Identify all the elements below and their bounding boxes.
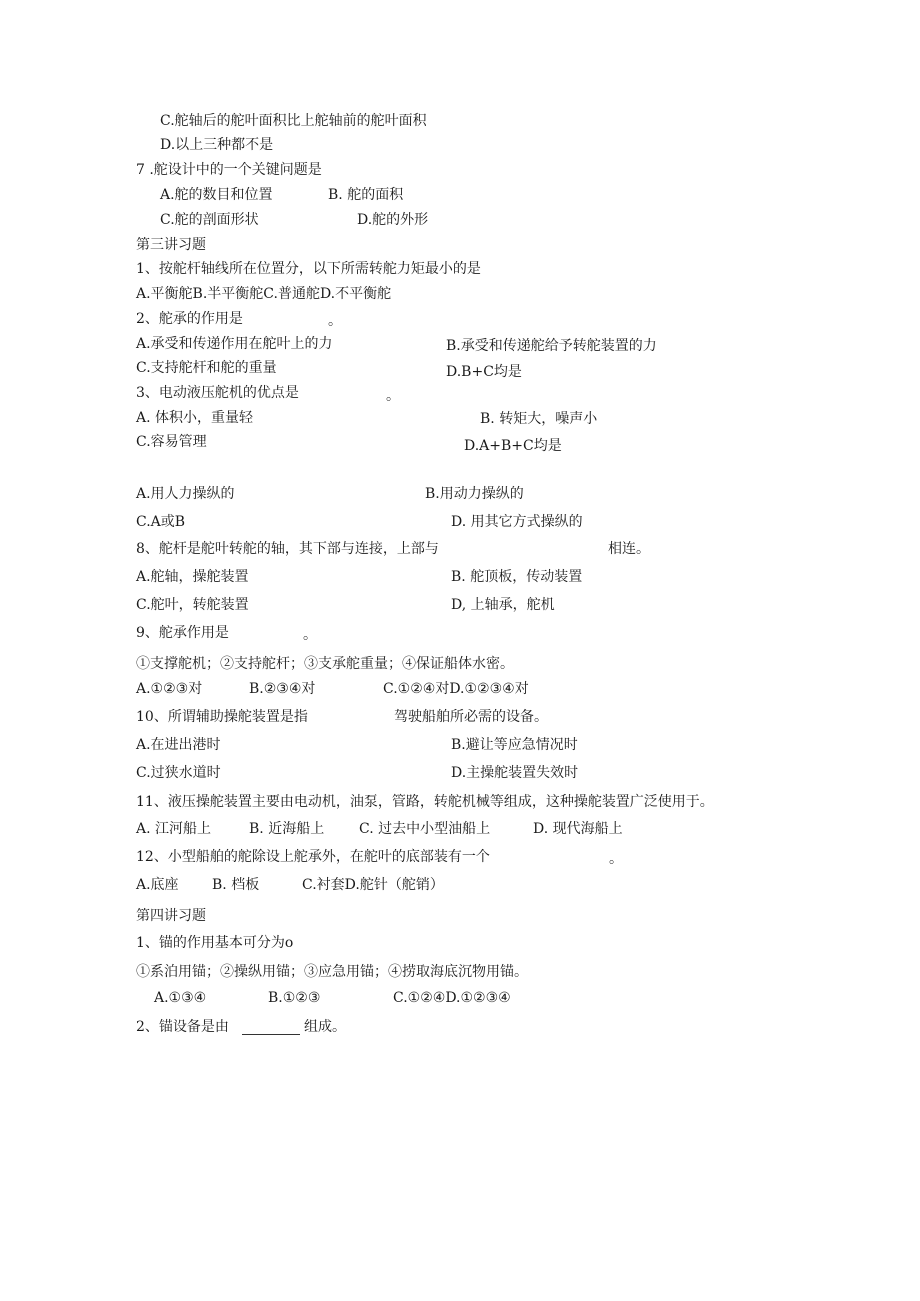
q9-option-b: B.②③④对 xyxy=(249,681,316,697)
s4-q1-option-b: B.①②③ xyxy=(268,990,321,1006)
q9-option-a: A.①②③对 xyxy=(136,681,203,697)
q9-stem: 9、舵承作用是 xyxy=(136,625,229,641)
s3-q2-option-a: A.承受和传递作用在舵叶上的力 xyxy=(136,336,333,352)
q11-option-a: A. 江河船上 xyxy=(136,821,212,837)
q8-option-d: D, 上轴承，舵机 xyxy=(451,597,555,613)
q-x-option-b: B.用动力操纵的 xyxy=(425,486,524,502)
s3-q2-option-d: D.B+C均是 xyxy=(446,364,522,380)
s3-q2-end: 。 xyxy=(328,313,342,329)
q9-option-cd: C.①②④对D.①②③④对 xyxy=(383,681,529,697)
s4-q1-items: ①系泊用锚；②操纵用锚；③应急用锚；④捞取海底沉物用锚。 xyxy=(136,964,528,980)
s3-q3-stem: 3、电动液压舵机的优点是 xyxy=(136,385,299,401)
s4-q1-option-a: A.①③④ xyxy=(154,990,207,1006)
q10-end: 驾驶船舶所必需的设备。 xyxy=(394,709,548,725)
q8-option-a: A.舵轴，操舵装置 xyxy=(136,569,249,585)
q8-option-c: C.舵叶，转舵装置 xyxy=(136,597,249,613)
q11-option-c: C. 过去中小型油船上 xyxy=(359,821,491,837)
q12-end: 。 xyxy=(609,851,623,867)
q9-end: 。 xyxy=(303,627,317,643)
q-x-option-d: D. 用其它方式操纵的 xyxy=(451,514,583,530)
q10-option-d: D.主操舵装置失效时 xyxy=(451,765,579,781)
q7-option-d: D.舵的外形 xyxy=(357,212,429,228)
q7-option-a: A.舵的数目和位置 xyxy=(160,187,273,203)
q10-stem: 10、所谓辅助操舵装置是指 xyxy=(136,709,308,725)
q7-stem: 7 .舵设计中的一个关键问题是 xyxy=(136,162,322,178)
s4-q2-blank xyxy=(242,1018,300,1035)
s4-q1-stem: 1、锚的作用基本可分为o xyxy=(136,935,294,951)
s4-q2-end: 组成。 xyxy=(304,1019,346,1035)
s3-q3-option-c: C.容易管理 xyxy=(136,434,207,450)
q6-option-c: C.舵轴后的舵叶面积比上舵轴前的舵叶面积 xyxy=(160,113,427,129)
q10-option-c: C.过狭水道时 xyxy=(136,765,221,781)
q10-option-a: A.在进出港时 xyxy=(136,737,221,753)
q11-stem: 11、液压操舵装置主要由电动机，油泵，管路，转舵机械等组成，这种操舵装置广泛使用于。 xyxy=(136,794,714,810)
q-x-option-c: C.A或B xyxy=(136,514,186,530)
s3-q2-option-b: B.承受和传递舵给予转舵装置的力 xyxy=(446,338,657,354)
s3-q1-stem: 1、按舵杆轴线所在位置分，以下所需转舵力矩最小的是 xyxy=(136,261,481,277)
s3-q2-stem: 2、舵承的作用是 xyxy=(136,311,243,327)
q6-option-d: D.以上三种都不是 xyxy=(160,137,274,153)
q12-option-b: B. 档板 xyxy=(212,877,260,893)
s3-q3-end: 。 xyxy=(386,388,400,404)
s4-q1-option-cd: C.①②④D.①②③④ xyxy=(393,990,511,1006)
section-3-title: 第三讲习题 xyxy=(136,237,206,253)
s3-q3-option-d: D.A+B+C均是 xyxy=(464,438,562,454)
s3-q2-option-c: C.支持舵杆和舵的重量 xyxy=(136,360,277,376)
q12-stem: 12、小型船舶的舵除设上舵承外，在舵叶的底部装有一个 xyxy=(136,849,490,865)
q10-option-b: B.避让等应急情况时 xyxy=(451,737,578,753)
q8-option-b: B. 舵顶板，传动装置 xyxy=(451,569,583,585)
s3-q3-option-a: A. 体积小，重量轻 xyxy=(136,410,254,426)
s3-q3-option-b: B. 转矩大，噪声小 xyxy=(480,411,598,427)
q12-option-cd: C.衬套D.舵针（舵销） xyxy=(302,877,444,893)
q7-option-b: B. 舵的面积 xyxy=(328,187,404,203)
q8-stem: 8、舵杆是舵叶转舵的轴，其下部与连接，上部与 xyxy=(136,541,439,557)
q9-items: ①支撑舵机；②支持舵杆；③支承舵重量；④保证船体水密。 xyxy=(136,656,514,672)
s4-q2-stem: 2、锚设备是由 xyxy=(136,1019,229,1035)
section-4-title: 第四讲习题 xyxy=(136,908,206,924)
q12-option-a: A.底座 xyxy=(136,877,179,893)
q11-option-d: D. 现代海船上 xyxy=(533,821,623,837)
q11-option-b: B. 近海船上 xyxy=(249,821,325,837)
s3-q1-options: A.平衡舵B.半平衡舵C.普通舵D.不平衡舵 xyxy=(136,286,392,302)
q8-end: 相连。 xyxy=(608,541,650,557)
q7-option-c: C.舵的剖面形状 xyxy=(160,212,259,228)
q-x-option-a: A.用人力操纵的 xyxy=(136,486,235,502)
